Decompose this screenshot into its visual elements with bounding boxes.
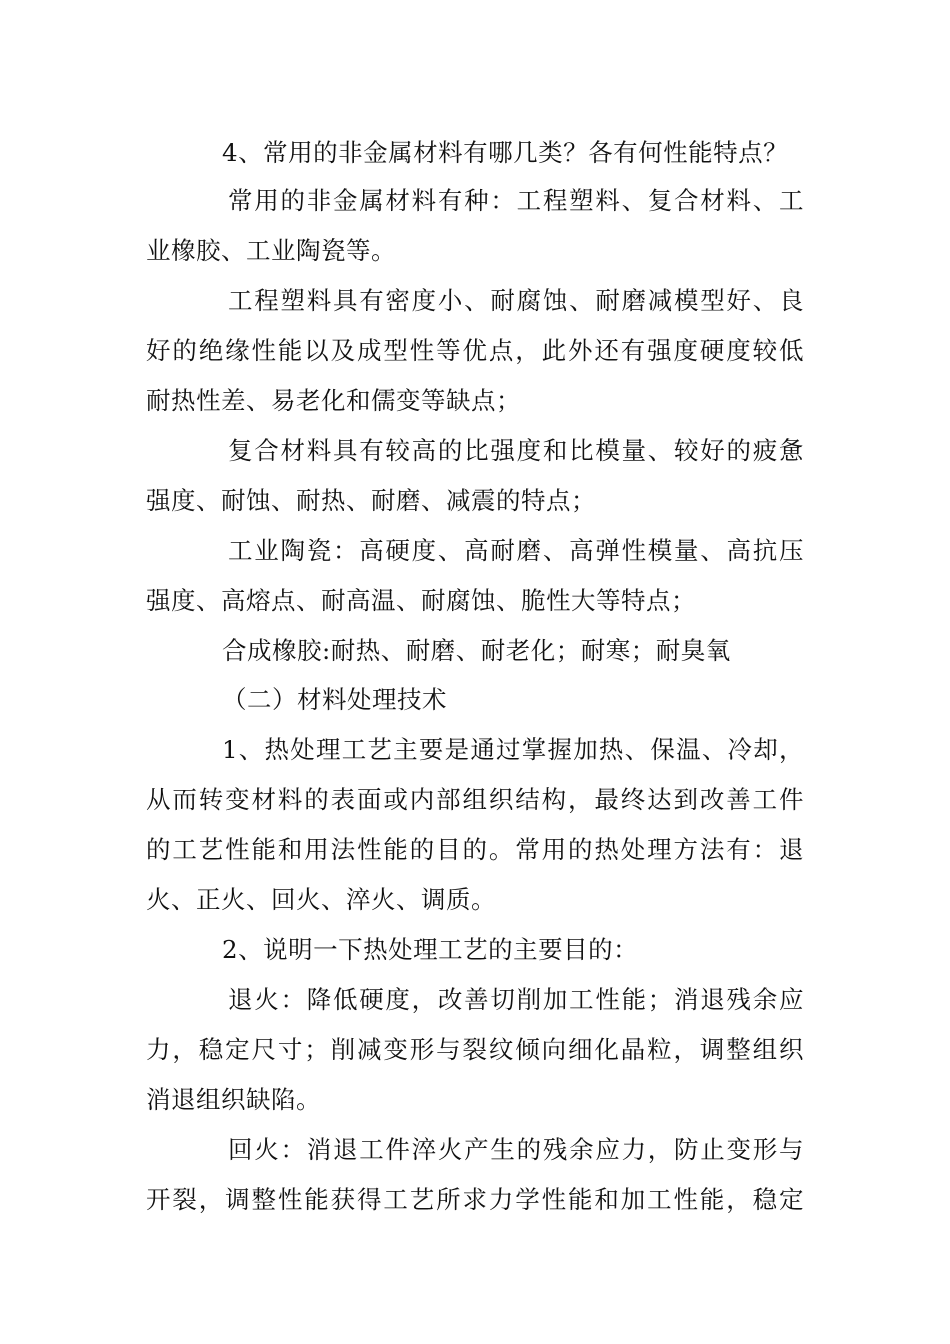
paragraph-line: 开裂，调整性能获得工艺所求力学性能和加工性能，稳定 xyxy=(146,1185,804,1214)
paragraph-line: 好的绝缘性能以及成型性等优点，此外还有强度硬度较低 xyxy=(146,336,804,365)
paragraph-line: 工业陶瓷：高硬度、高耐磨、高弹性模量、高抗压 xyxy=(228,536,804,565)
paragraph-line: 合成橡胶:耐热、耐磨、耐老化；耐寒；耐臭氧 xyxy=(222,636,731,665)
section-heading: （二）材料处理技术 xyxy=(222,685,447,714)
paragraph-line: 回火：消退工件淬火产生的残余应力，防止变形与 xyxy=(228,1135,804,1164)
paragraph-line: 耐热性差、易老化和儒变等缺点； xyxy=(146,386,521,415)
paragraph-line: 常用的非金属材料有种：工程塑料、复合材料、工 xyxy=(228,186,804,215)
paragraph-line: 的工艺性能和用法性能的目的。常用的热处理方法有：退 xyxy=(146,835,804,864)
paragraph-line: 消退组织缺陷。 xyxy=(146,1085,321,1114)
paragraph-line: 强度、耐蚀、耐热、耐磨、减震的特点； xyxy=(146,486,596,515)
paragraph-line: 火、正火、回火、淬火、调质。 xyxy=(146,885,496,914)
paragraph-line: 复合材料具有较高的比强度和比模量、较好的疲惫 xyxy=(228,436,804,465)
paragraph-line: 强度、高熔点、耐高温、耐腐蚀、脆性大等特点； xyxy=(146,586,696,615)
question-4-heading: 4、常用的非金属材料有哪几类？各有何性能特点？ xyxy=(222,138,789,167)
paragraph-line: 业橡胶、工业陶瓷等。 xyxy=(146,236,396,265)
paragraph-line: 工程塑料具有密度小、耐腐蚀、耐磨减模型好、良 xyxy=(228,286,804,315)
paragraph-line: 从而转变材料的表面或内部组织结构，最终达到改善工件 xyxy=(146,785,804,814)
question-2-heading: 2、说明一下热处理工艺的主要目的： xyxy=(222,935,639,964)
paragraph-line: 1、热处理工艺主要是通过掌握加热、保温、冷却， xyxy=(222,735,804,764)
paragraph-line: 退火：降低硬度，改善切削加工性能；消退残余应 xyxy=(228,985,804,1014)
paragraph-line: 力，稳定尺寸；削减变形与裂纹倾向细化晶粒，调整组织 xyxy=(146,1035,804,1064)
